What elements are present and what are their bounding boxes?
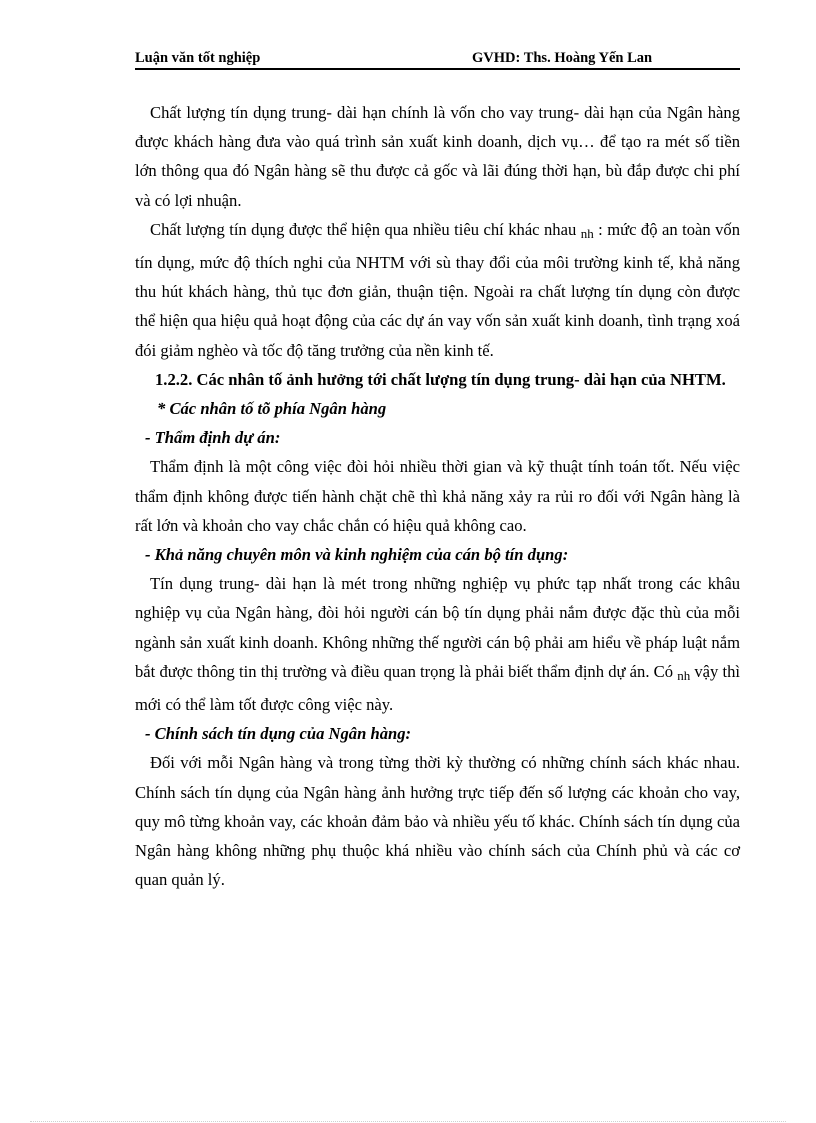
subheading-credit-policy: - Chính sách tín dụng của Ngân hàng:	[145, 724, 412, 744]
header-supervisor: GVHD: Ths. Hoàng Yến Lan	[472, 50, 653, 66]
subheading-bank-factors: * Các nhân tố tõ phía Ngân hàng	[157, 399, 387, 419]
paragraph-text-part: : mức độ an toàn vốn tín dụng, mức độ thích nghi của NHTM với sù thay đổi của môi trường kinh tế, khả năng thu hút khách hàng, thủ tục đơn giản, thuận tiện. Ngoài ra chất lượng tín dụng còn được thể hiện qua hiệu quả hoạt động của các dự án vay vốn sản xuất kinh doanh, tình trạng xoá đói giảm nghèo và tốc độ tăng trưởng của nền kinh tế.	[135, 219, 740, 360]
section-heading-1-2-2: 1.2.2. Các nhân tố ảnh hưởng tới chất lượng tín dụng trung- dài hạn của NHTM.	[155, 369, 726, 389]
paragraph-credit-quality-criteria	[135, 215, 740, 365]
inline-small-text: nh	[677, 667, 691, 683]
paragraph-credit-quality-definition: Chất lượng tín dụng trung- dài hạn chính là vốn cho vay trung- dài hạn của Ngân hàng được khách hàng đưa vào quá trình sản xuất kinh doanh, dịch vụ… để tạo ra mét số tiền lớn thông qua đó Ngân hàng sẽ thu được cả gốc và lãi đúng thời hạn, bù đắp được chi phí và có lợi nhuận.	[135, 103, 740, 210]
paragraph-text-part: Chất lượng tín dụng được thể hiện qua nhiều tiêu chí khác nhau	[150, 219, 581, 239]
paragraph-text-part: Tín dụng trung- dài hạn là mét trong những nghiệp vụ phức tạp nhất trong các khâu nghiệp vụ của Ngân hàng, đòi hỏi người cán bộ tín dụng phải nắm được đặc thù của mỗi ngành sản xuất kinh doanh. Không những thế người cán bộ phải am hiểu về pháp luật nắm bắt được thông tin thị trường và điều quan trọng là phải biết thẩm định dự án. Có	[135, 574, 740, 681]
inline-small-text: nh	[580, 225, 594, 241]
header-thesis-title: Luận văn tốt nghiệp	[135, 50, 261, 66]
paragraph-project-appraisal: Thẩm định là một công việc đòi hỏi nhiều thời gian và kỹ thuật tính toán tốt. Nếu việc thẩm định không được tiến hành chặt chẽ thì khả năng xảy ra rủi ro đối với Ngân hàng là rất lớn và khoản cho vay chắc chắn có hiệu quả không cao.	[135, 457, 740, 535]
document-body	[135, 98, 740, 894]
paragraph-text-part: vậy thì mới có thể làm tốt được công việc này.	[135, 661, 741, 715]
page-header	[135, 48, 740, 70]
paragraph-credit-policy: Đối với mỗi Ngân hàng và trong từng thời kỳ thường có những chính sách khác nhau. Chính sách tín dụng của Ngân hàng ảnh hưởng trực tiếp đến số lượng các khoản cho vay, quy mô từng khoản vay, các khoản đảm bảo và nhiều yếu tố khác. Chính sách tín dụng của Ngân hàng không những phụ thuộc khá nhiều vào chính sách của Chính phủ và các cơ quan quản lý.	[135, 753, 740, 890]
paragraph-staff-competence	[135, 569, 740, 719]
subheading-staff-competence: - Khả năng chuyên môn và kinh nghiệm của cán bộ tín dụng:	[145, 545, 569, 565]
subheading-project-appraisal: - Thẩm định dự án:	[145, 428, 281, 448]
